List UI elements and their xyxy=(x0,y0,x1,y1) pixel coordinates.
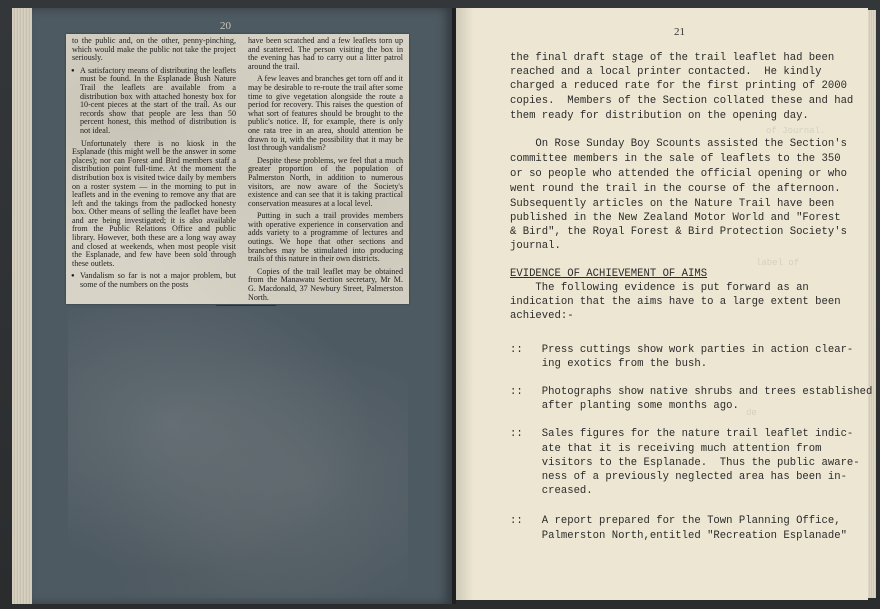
typed-line: :: Photographs show native shrubs and trees established xyxy=(510,386,873,398)
typed-line: visitors to the Esplanade. Thus the public aware- xyxy=(510,457,860,469)
clipping-paragraph: to the public and, on the other, penny-pinching, which would make the public not take the project seriously. xyxy=(72,36,236,63)
paper-stain-decoration xyxy=(68,308,408,598)
clipping-column-2 xyxy=(248,37,403,306)
page-edges-right xyxy=(868,10,876,598)
clipping-paragraph: ● Vandalism so far is not a major problem, but some of the numbers on the posts xyxy=(72,272,236,289)
clipping-paragraph: Unfortunately there is no kiosk in the Esplanade (this might well be the answer in some places); nor can Forest and Bird members staff a distribution point full-time. At the moment the distribution box is visited twice daily by members on a roster system — in the morning to put in leaflets and in the evening to remove any that are left and the takings from the padlocked honesty box. Other means of selling the leaflet have been and are being investigated; it is also available from the Public Relations Office and public library. However, both these are a long way away and closed at weekends, when most people visit the Esplanade, and few have been sold through these outlets. xyxy=(72,138,236,268)
typed-line: Subsequently articles on the Nature Trail have been xyxy=(510,198,835,210)
clipping-paragraph: Copies of the trail leaflet may be obtained from the Manawatu Section secretary, Mr M. G. Macdonald, 37 Newbury Street, Palmerston North. xyxy=(248,266,403,302)
typed-line: ate that it is receiving much attention from xyxy=(510,443,822,455)
typed-line: published in the New Zealand Motor World and "Forest xyxy=(510,212,841,224)
typed-line: achieved:- xyxy=(510,310,574,322)
clipping-paragraph: Despite these problems, we feel that a much greater proportion of the population of Palmerston North, in addition to numerous visitors, are now aware of the Society's existence and can see that it is taking practical conservation measures at a local level. xyxy=(248,155,403,208)
typed-line: went round the trail in the course of the afternoon. xyxy=(510,183,841,195)
typed-line: ness of a previously neglected area has been in- xyxy=(510,471,847,483)
newspaper-clipping xyxy=(66,34,409,304)
clipping-end-rule xyxy=(216,305,276,306)
typed-line: them ready for distribution on the opening day. xyxy=(510,110,809,122)
typed-line: committee members in the sale of leaflets to the 350 xyxy=(510,153,841,165)
typed-line: The following evidence is put forward as an xyxy=(510,282,809,294)
typed-line: ing exotics from the bush. xyxy=(510,358,708,370)
typed-line: On Rose Sunday Boy Scounts assisted the Section's xyxy=(510,138,847,150)
section-heading: EVIDENCE OF ACHIEVEMENT OF AIMS xyxy=(510,268,708,280)
typed-line: reached and a local printer contacted. He kindly xyxy=(510,66,822,78)
clipping-column-1 xyxy=(72,37,236,294)
typed-line: journal. xyxy=(510,240,561,252)
clipping-paragraph: A few leaves and branches get torn off and it may be desirable to re-route the trail after some time to give vegetation alongside the route a period for recovery. This raises the question of what sort of features should be brought to the public's notice. If, for example, there is only one rata tree in an area, should attention be drawn to it, with the possibility that it may be lost through vandalism? xyxy=(248,74,403,153)
show-through-text: label of xyxy=(756,258,800,268)
typed-line: & Bird", the Royal Forest & Bird Protection Society's xyxy=(510,226,847,238)
left-page-number: 20 xyxy=(220,20,231,32)
page-edges-left xyxy=(12,8,32,604)
show-through-text: de xyxy=(746,408,757,418)
clipping-paragraph: have been scratched and a few leaflets torn up and scattered. The person visiting the box in the evening has had to carry out a litter patrol around the trail. xyxy=(248,36,403,71)
right-page-number: 21 xyxy=(674,26,685,38)
typed-line: Palmerston North,entitled "Recreation Esplanade" xyxy=(510,530,847,542)
typed-line: charged a reduced rate for the first printing of 2000 xyxy=(510,80,847,92)
typed-line: :: Press cuttings show work parties in action clear- xyxy=(510,344,854,356)
typed-line: after planting some months ago. xyxy=(510,400,739,412)
typed-line: indication that the aims have to a large extent been xyxy=(510,296,841,308)
clipping-paragraph: ● A satisfactory means of distributing the leaflets must be found. In the Esplanade Bush Nature Trail the leaflets are available from a distribution box with attached honesty box for 10-cent pieces at the start of the trail. As our records show that people are less than 50 percent honest, this method of distribution is not ideal. xyxy=(72,67,236,136)
typed-line: creased. xyxy=(510,485,593,497)
typed-line: the final draft stage of the trail leaflet had been xyxy=(510,52,835,64)
typed-line: :: A report prepared for the Town Planning Office, xyxy=(510,515,841,527)
typed-line: or so people who attended the official opening or who xyxy=(510,168,847,180)
clipping-paragraph: Putting in such a trail provides members with operative experience in conservation and adds variety to a programme of lectures and outings. We hope that other sections and branches may be stimulated into producing trails of this nature in their own districts. xyxy=(248,211,403,264)
typed-line: copies. Members of the Section collated these and had xyxy=(510,95,854,107)
show-through-text: of Journal. xyxy=(766,126,826,136)
typed-line: :: Sales figures for the nature trail leaflet indic- xyxy=(510,428,854,440)
